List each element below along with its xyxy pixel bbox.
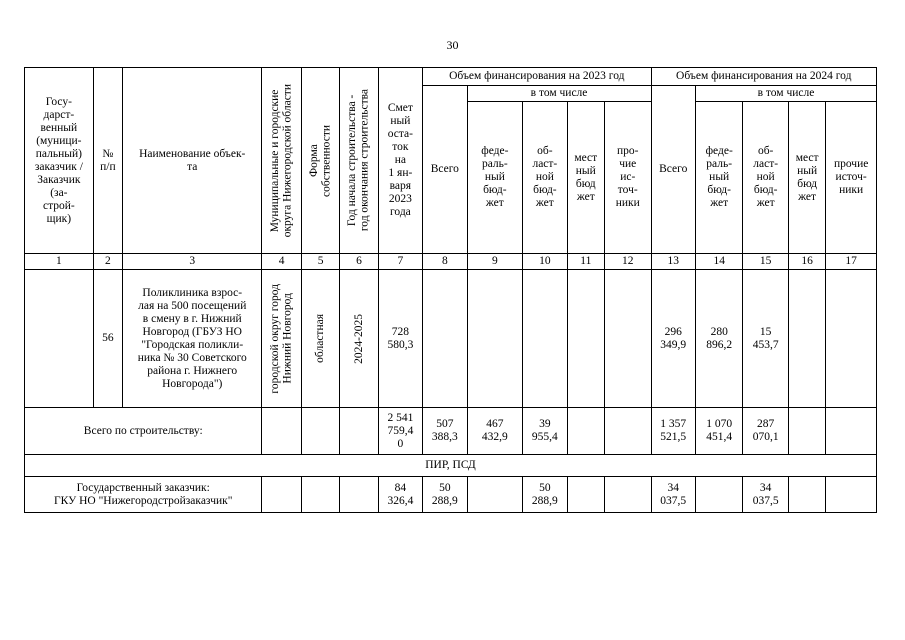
column-numbers-row bbox=[25, 254, 877, 270]
section-label: ПИР, ПСД bbox=[25, 455, 877, 477]
header-federal-2024: феде- раль- ный бюд- жет bbox=[695, 102, 742, 254]
customer-row bbox=[25, 477, 877, 513]
customer-regional-2024: 34 037,5 bbox=[743, 477, 788, 513]
col-number: 4 bbox=[262, 254, 301, 270]
row-customer bbox=[25, 270, 94, 408]
col-number: 1 bbox=[25, 254, 94, 270]
row-total-2024: 296 349,9 bbox=[651, 270, 695, 408]
header-object-name: Наименование объек- та bbox=[123, 68, 262, 254]
customer-total-2024: 34 037,5 bbox=[651, 477, 695, 513]
header-estimate: Смет ный оста- ток на 1 ян- варя 2023 года bbox=[378, 68, 422, 254]
total-row bbox=[25, 408, 877, 455]
customer-label: Государственный заказчик: ГКУ НО "Нижегородстройзаказчик" bbox=[25, 477, 262, 513]
col-number: 16 bbox=[788, 254, 825, 270]
header-ownership-text: Форма собственности bbox=[308, 124, 333, 197]
row-other-2023 bbox=[604, 270, 651, 408]
total-label: Всего по строительству: bbox=[25, 408, 262, 455]
row-total-2023 bbox=[423, 270, 467, 408]
row-years-text: 2024-2025 bbox=[352, 313, 365, 364]
header-customer: Госу- дарст- венный (муници- пальный) заказчик / Заказчик (за- строй- щик) bbox=[25, 68, 94, 254]
total-estimate: 2 541 759,4 0 bbox=[378, 408, 422, 455]
row-ownership-text: областная bbox=[314, 314, 327, 363]
header-local-2023: мест ный бюд жет bbox=[567, 102, 604, 254]
total-federal-2023: 467 432,9 bbox=[467, 408, 523, 455]
total-federal-2024: 1 070 451,4 bbox=[695, 408, 742, 455]
header-federal-2023: феде- раль- ный бюд- жет bbox=[467, 102, 523, 254]
header-total-2024: Всего bbox=[651, 86, 695, 254]
row-years bbox=[340, 270, 378, 408]
row-regional-2024: 15 453,7 bbox=[743, 270, 788, 408]
header-including-2024: в том числе bbox=[695, 86, 876, 102]
row-other-2024 bbox=[826, 270, 877, 408]
header-years bbox=[340, 68, 378, 254]
header-ownership bbox=[301, 68, 339, 254]
col-number: 7 bbox=[378, 254, 422, 270]
row-local-2024 bbox=[788, 270, 825, 408]
col-number: 10 bbox=[523, 254, 567, 270]
total-2024: 1 357 521,5 bbox=[651, 408, 695, 455]
header-total-2023: Всего bbox=[423, 86, 467, 254]
section-row bbox=[25, 455, 877, 477]
customer-estimate: 84 326,4 bbox=[378, 477, 422, 513]
row-object-name: Поликлиника взрос- лая на 500 посещений в смену в г. Нижний Новгород (ГБУЗ НО "Городская поликли- ника № 30 Советского района г. Нижнего Новгорода") bbox=[123, 270, 262, 408]
row-estimate: 728 580,3 bbox=[378, 270, 422, 408]
col-number: 6 bbox=[340, 254, 378, 270]
header-years-text: Год начала строительства - год окончания строительства bbox=[346, 89, 371, 232]
customer-regional-2023: 50 288,9 bbox=[523, 477, 567, 513]
header-other-2024: прочие источ- ники bbox=[826, 102, 877, 254]
row-federal-2024: 280 896,2 bbox=[695, 270, 742, 408]
row-federal-2023 bbox=[467, 270, 523, 408]
col-number: 13 bbox=[651, 254, 695, 270]
col-number: 15 bbox=[743, 254, 788, 270]
header-other-2023: про- чие ис- точ- ники bbox=[604, 102, 651, 254]
header-fin-2024: Объем финансирования на 2024 год bbox=[651, 68, 877, 86]
col-number: 17 bbox=[826, 254, 877, 270]
col-number: 11 bbox=[567, 254, 604, 270]
header-local-2024: мест ный бюд жет bbox=[788, 102, 825, 254]
total-regional-2024: 287 070,1 bbox=[743, 408, 788, 455]
col-number: 5 bbox=[301, 254, 339, 270]
col-number: 2 bbox=[93, 254, 122, 270]
col-number: 8 bbox=[423, 254, 467, 270]
total-regional-2023: 39 955,4 bbox=[523, 408, 567, 455]
table-row bbox=[25, 270, 877, 408]
header-fin-2023: Объем финансирования на 2023 год bbox=[423, 68, 651, 86]
col-number: 9 bbox=[467, 254, 523, 270]
col-number: 12 bbox=[604, 254, 651, 270]
total-2023: 507 388,3 bbox=[423, 408, 467, 455]
header-including-2023: в том числе bbox=[467, 86, 651, 102]
page-number: 30 bbox=[446, 38, 459, 52]
financing-table bbox=[24, 67, 877, 513]
header-municipality bbox=[262, 68, 301, 254]
row-municipality bbox=[262, 270, 301, 408]
col-number: 3 bbox=[123, 254, 262, 270]
customer-total-2023: 50 288,9 bbox=[423, 477, 467, 513]
header-municipality-text: Муниципальные и городские округа Нижегородской области bbox=[269, 83, 294, 238]
row-ownership bbox=[301, 270, 339, 408]
header-regional-2023: об- ласт- ной бюд- жет bbox=[523, 102, 567, 254]
row-municipality-text: городской округ город Нижний Новгород bbox=[269, 283, 294, 394]
col-number: 14 bbox=[695, 254, 742, 270]
row-regional-2023 bbox=[523, 270, 567, 408]
row-number: 56 bbox=[93, 270, 122, 408]
header-number: № п/п bbox=[93, 68, 122, 254]
header-regional-2024: об- ласт- ной бюд- жет bbox=[743, 102, 788, 254]
row-local-2023 bbox=[567, 270, 604, 408]
